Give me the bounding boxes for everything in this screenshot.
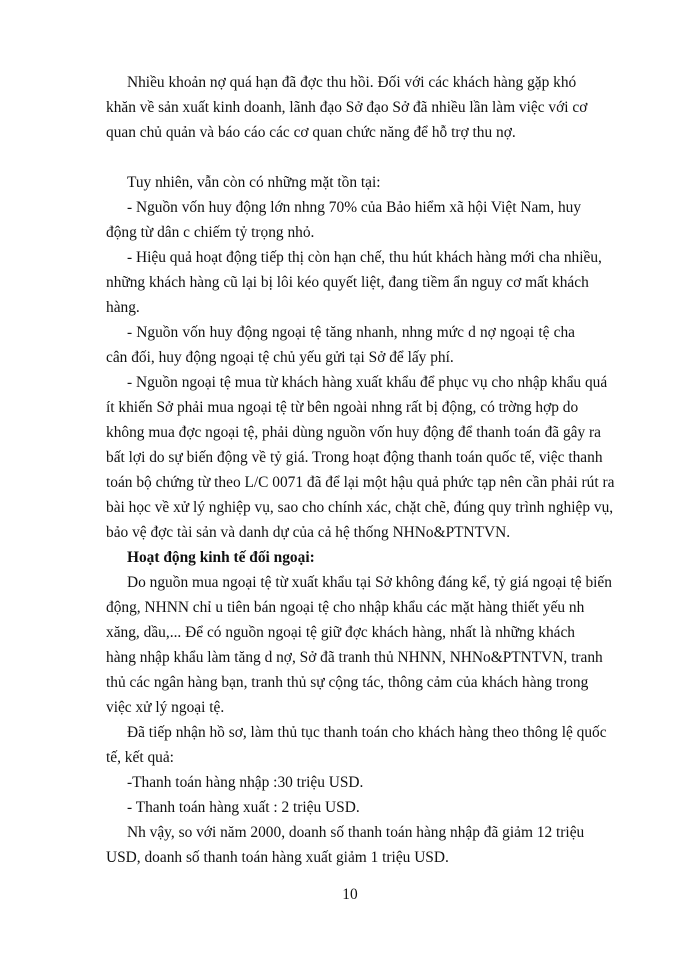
paragraph-line: xăng, dầu,... Để có nguồn ngoại tệ giữ đợc khách hàng, nhất là những khách <box>106 624 575 641</box>
paragraph-line: USD, doanh số thanh toán hàng xuất giảm 1 triệu USD. <box>106 849 449 866</box>
paragraph-line: bất lợi do sự biến động về tỷ giá. Trong hoạt động thanh toán quốc tế, việc thanh <box>106 449 603 466</box>
paragraph-line: quan chủ quản và báo cáo các cơ quan chức năng để hỗ trợ thu nợ. <box>106 124 516 141</box>
paragraph-line: hàng nhập khẩu làm tăng d nợ, Sở đã tranh thủ NHNN, NHNo&PTNTVN, tranh <box>106 649 603 666</box>
page-number: 10 <box>342 886 358 903</box>
paragraph-line: những khách hàng cũ lại bị lôi kéo quyết liệt, đang tiềm ẩn nguy cơ mất khách <box>106 274 589 291</box>
paragraph-line: động, NHNN chỉ u tiên bán ngoại tệ cho nhập khẩu các mặt hàng thiết yếu nh <box>106 599 585 616</box>
paragraph-line: việc xử lý ngoại tệ. <box>106 699 225 716</box>
paragraph-line: ít khiến Sở phải mua ngoại tệ từ bên ngoài nhng rất bị động, có trờng hợp do <box>106 399 579 416</box>
paragraph-line: - Nguồn vốn huy động lớn nhng 70% của Bảo hiểm xã hội Việt Nam, huy <box>127 199 582 216</box>
paragraph-line: thủ các ngân hàng bạn, tranh thủ sự cộng tác, thông cảm của khách hàng trong <box>106 674 589 691</box>
paragraph-line: Tuy nhiên, vẫn còn có những mặt tồn tại: <box>127 174 381 191</box>
paragraph-line: - Nguồn vốn huy động ngoại tệ tăng nhanh, nhng mức d nợ ngoại tệ cha <box>127 324 575 341</box>
paragraph-line: hàng. <box>106 299 140 316</box>
paragraph-line: - Nguồn ngoại tệ mua từ khách hàng xuất khẩu để phục vụ cho nhập khẩu quá <box>127 374 608 391</box>
paragraph-line: Do nguồn mua ngoại tệ từ xuất khẩu tại Sở không đáng kể, tỷ giá ngoại tệ biến <box>127 574 612 591</box>
paragraph-line: không mua đợc ngoại tệ, phải dùng nguồn vốn huy động để thanh toán đã gây ra <box>106 424 601 441</box>
paragraph-line: bài học về xử lý nghiệp vụ, sao cho chính xác, chặt chẽ, đúng quy trình nghiệp vụ, <box>106 499 614 516</box>
paragraph-line: tế, kết quả: <box>106 749 174 766</box>
paragraph-line: Nhiều khoản nợ quá hạn đã đợc thu hồi. Đối với các khách hàng gặp khó <box>127 74 577 91</box>
section-heading: Hoạt động kinh tế đối ngoại: <box>127 549 315 566</box>
paragraph-line: động từ dân c chiếm tỷ trọng nhỏ. <box>106 224 315 241</box>
paragraph-line: - Thanh toán hàng xuất : 2 triệu USD. <box>127 799 360 816</box>
paragraph-line: Nh vậy, so với năm 2000, doanh số thanh toán hàng nhập đã giảm 12 triệu <box>127 824 585 841</box>
paragraph-line: khăn về sản xuất kinh doanh, lãnh đạo Sở đạo Sở đã nhiều lần làm việc với cơ <box>106 99 588 116</box>
paragraph-line: cân đối, huy động ngoại tệ chủ yếu gửi tại Sở để lấy phí. <box>106 349 454 366</box>
paragraph-line: toán bộ chứng từ theo L/C 0071 đã để lại một hậu quả phức tạp nên cần phải rút ra <box>106 474 615 491</box>
paragraph-line: - Hiệu quả hoạt động tiếp thị còn hạn chế, thu hút khách hàng mới cha nhiều, <box>127 249 602 266</box>
paragraph-line: bảo vệ đợc tài sản và danh dự của cả hệ thống NHNo&PTNTVN. <box>106 524 511 541</box>
paragraph-line: -Thanh toán hàng nhập :30 triệu USD. <box>127 774 364 791</box>
paragraph-line: Đã tiếp nhận hồ sơ, làm thủ tục thanh toán cho khách hàng theo thông lệ quốc <box>127 724 607 741</box>
